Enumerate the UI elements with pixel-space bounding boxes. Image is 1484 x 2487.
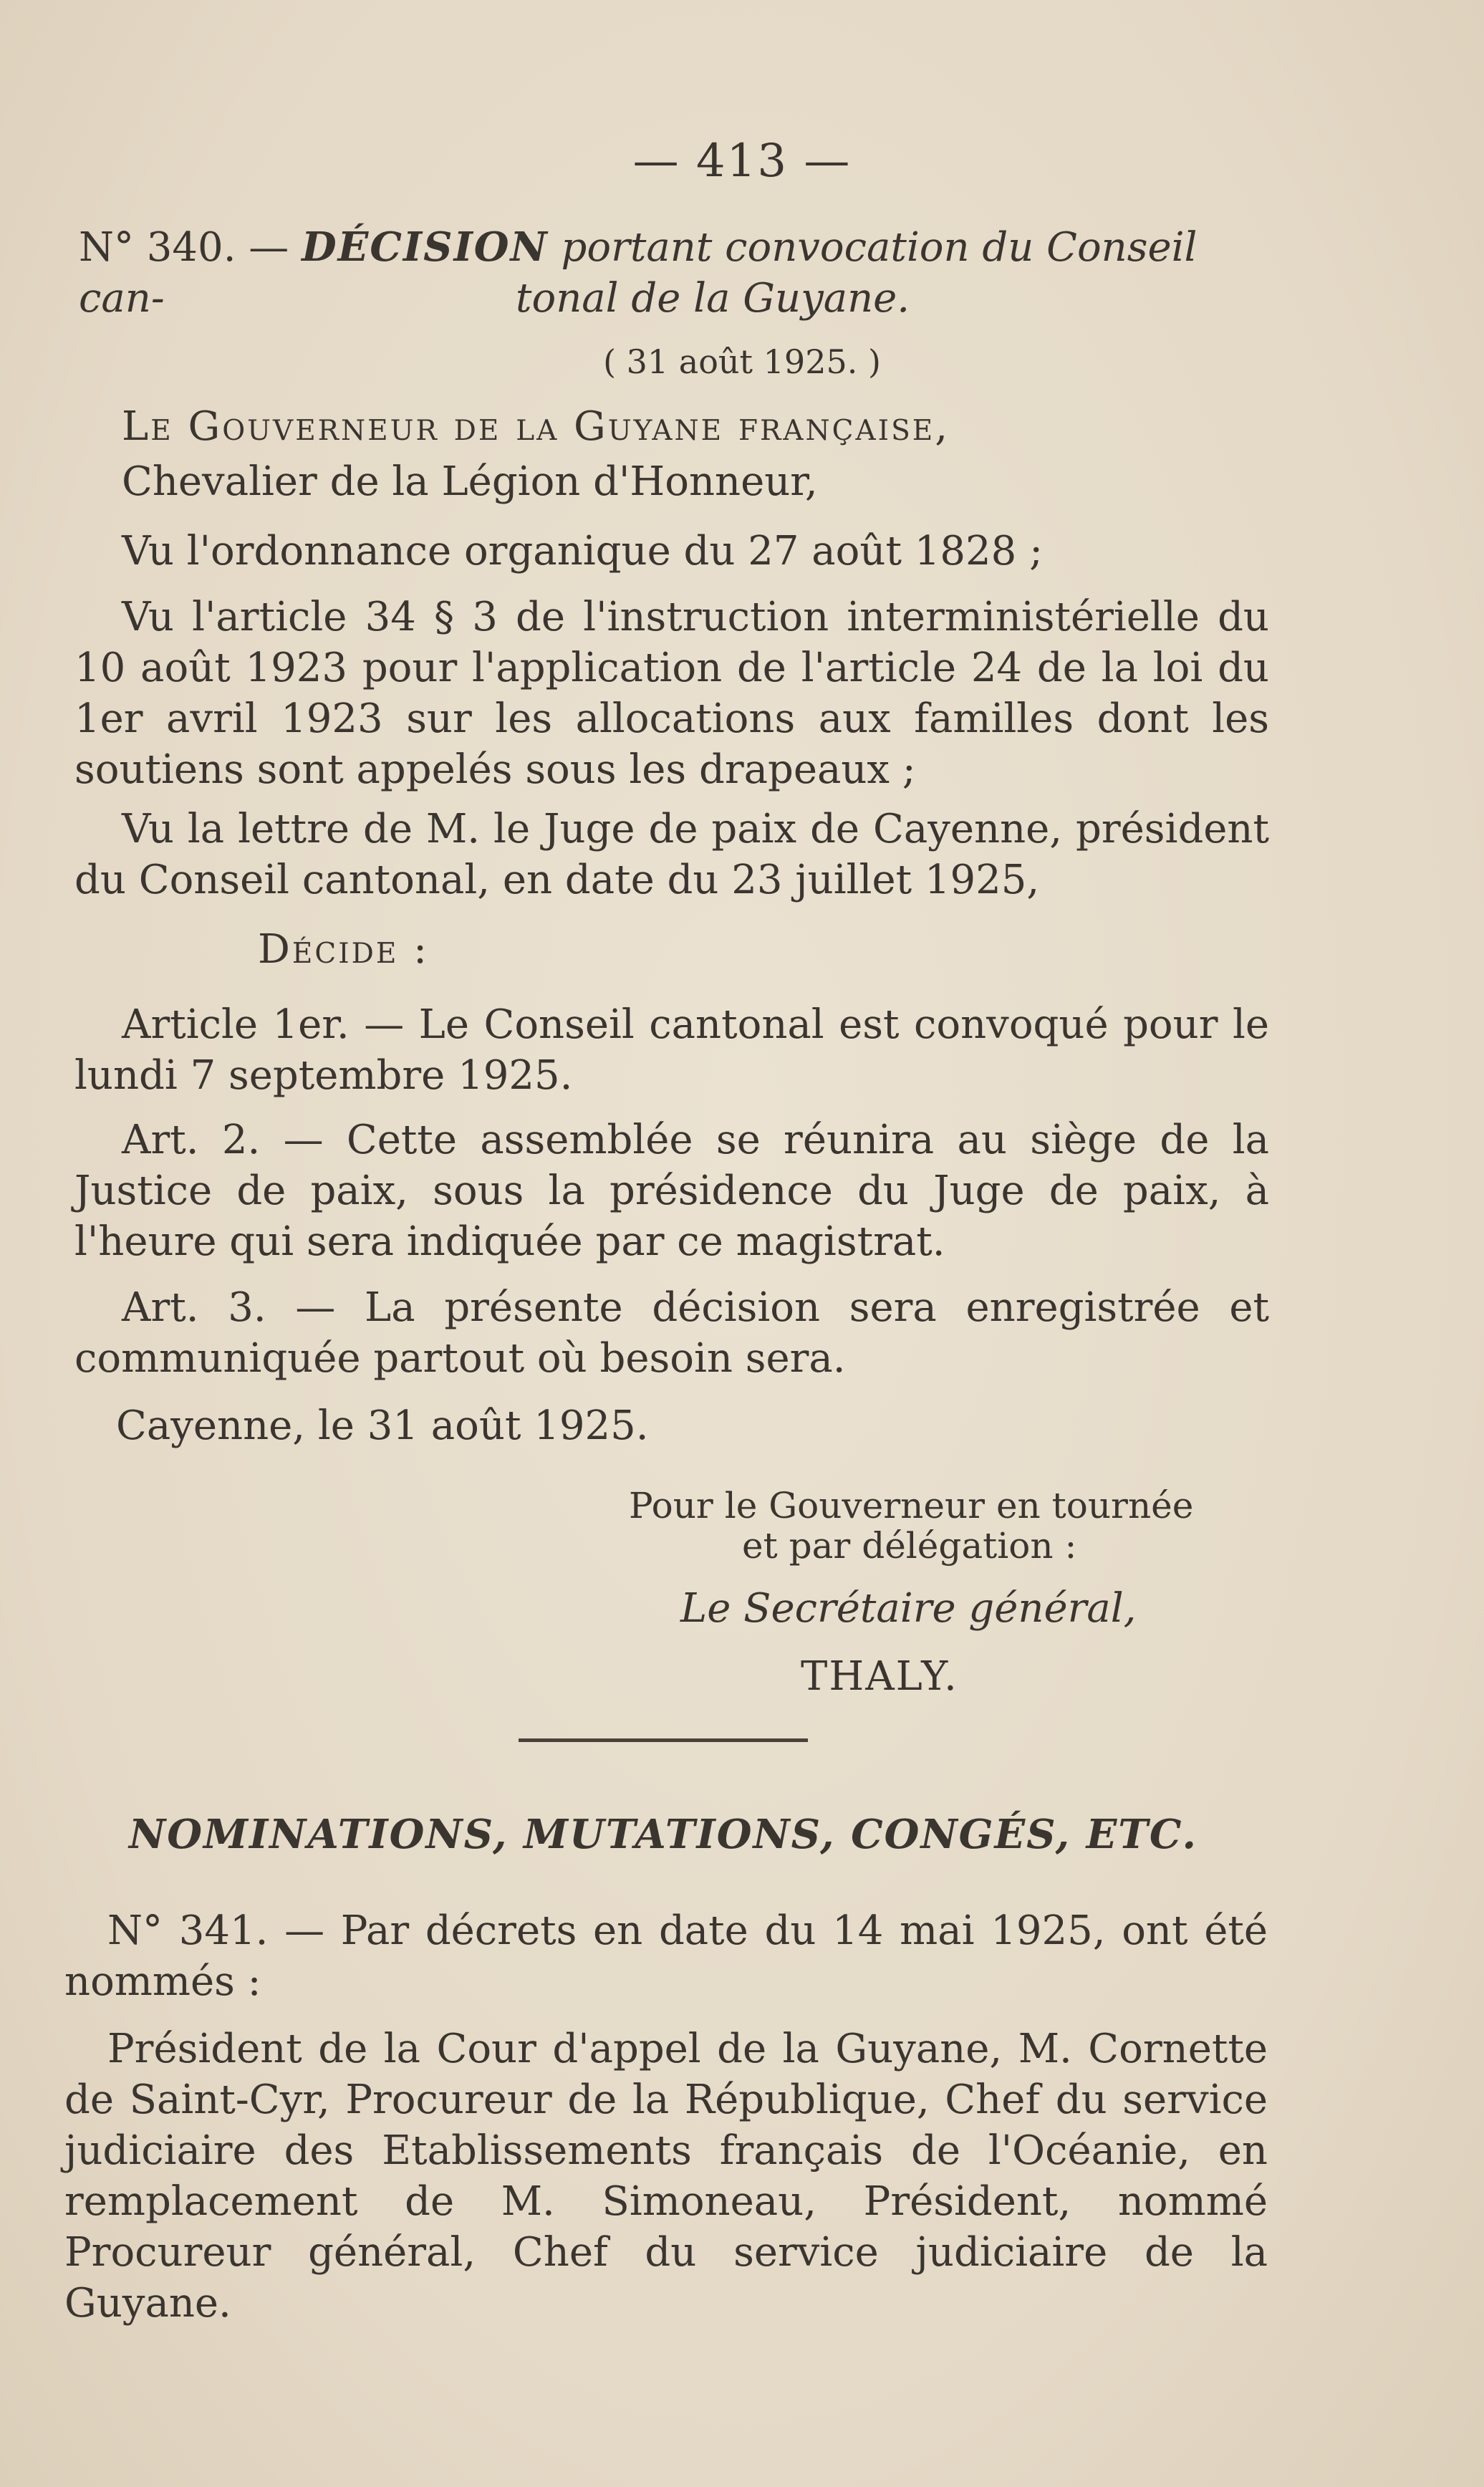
vu-lettre: Vu la lettre de M. le Juge de paix de Cayenne, président du Conseil cantonal, en date du 23 juillet 1925, bbox=[74, 806, 1269, 903]
signature-line1: Pour le Gouverneur en tournée bbox=[629, 1485, 1194, 1526]
signature-line2: et par délégation : bbox=[742, 1525, 1077, 1567]
decide-heading: Décide : bbox=[258, 926, 430, 973]
signature-title: Le Secrétaire général, bbox=[680, 1585, 1137, 1632]
section-divider bbox=[519, 1738, 808, 1742]
nominations-heading: NOMINATIONS, MUTATIONS, CONGÉS, ETC. bbox=[129, 1811, 1198, 1858]
nominations-body: Président de la Cour d'appel de la Guyane, M. Cornette de Saint-Cyr, Procureur de la République, Chef du service judiciaire des Etablissements français de l'Océanie, en remplacement de M. Simoneau, Président, nommé Procureur général, Chef du service judiciaire de la Guyane. bbox=[64, 2026, 1268, 2327]
article-2: Art. 2. — Cette assemblée se réunira au siège de la Justice de paix, sous la présidence du Juge de paix, à l'heure qui sera indiquée par ce magistrat. bbox=[74, 1117, 1269, 1265]
decision-number: N° 340. — bbox=[79, 224, 289, 271]
decision-title-word: DÉCISION bbox=[302, 223, 549, 271]
article-3: Art. 3. — La présente décision sera enregistrée et communiquée partout où besoin sera. bbox=[74, 1284, 1269, 1382]
decision-date: ( 31 août 1925. ) bbox=[603, 342, 881, 381]
page-number: — 413 — bbox=[632, 135, 852, 188]
decision-title-line1: portant convocation du Conseil can- bbox=[79, 224, 1198, 322]
decision-title-line2: tonal de la Guyane. bbox=[516, 275, 910, 322]
vu-ordonnance: Vu l'ordonnance organique du 27 août 1828 ; bbox=[122, 528, 1043, 574]
place-date: Cayenne, le 31 août 1925. bbox=[116, 1403, 649, 1449]
signature-name: THALY. bbox=[801, 1653, 958, 1700]
governor-line1: Le Gouverneur de la Guyane française, bbox=[122, 403, 950, 450]
nominations-intro: N° 341. — Par décrets en date du 14 mai 1925, ont été nommés : bbox=[64, 1908, 1268, 2005]
vu-article: Vu l'article 34 § 3 de l'instruction interministérielle du 10 août 1923 pour l'application de l'article 24 de la loi du 1er avril 1923 sur les allocations aux familles dont les soutiens sont appelés sous les drapeaux ; bbox=[74, 594, 1269, 793]
governor-line2: Chevalier de la Légion d'Honneur, bbox=[122, 458, 818, 505]
article-1: Article 1er. — Le Conseil cantonal est convoqué pour le lundi 7 septembre 1925. bbox=[74, 1001, 1269, 1099]
